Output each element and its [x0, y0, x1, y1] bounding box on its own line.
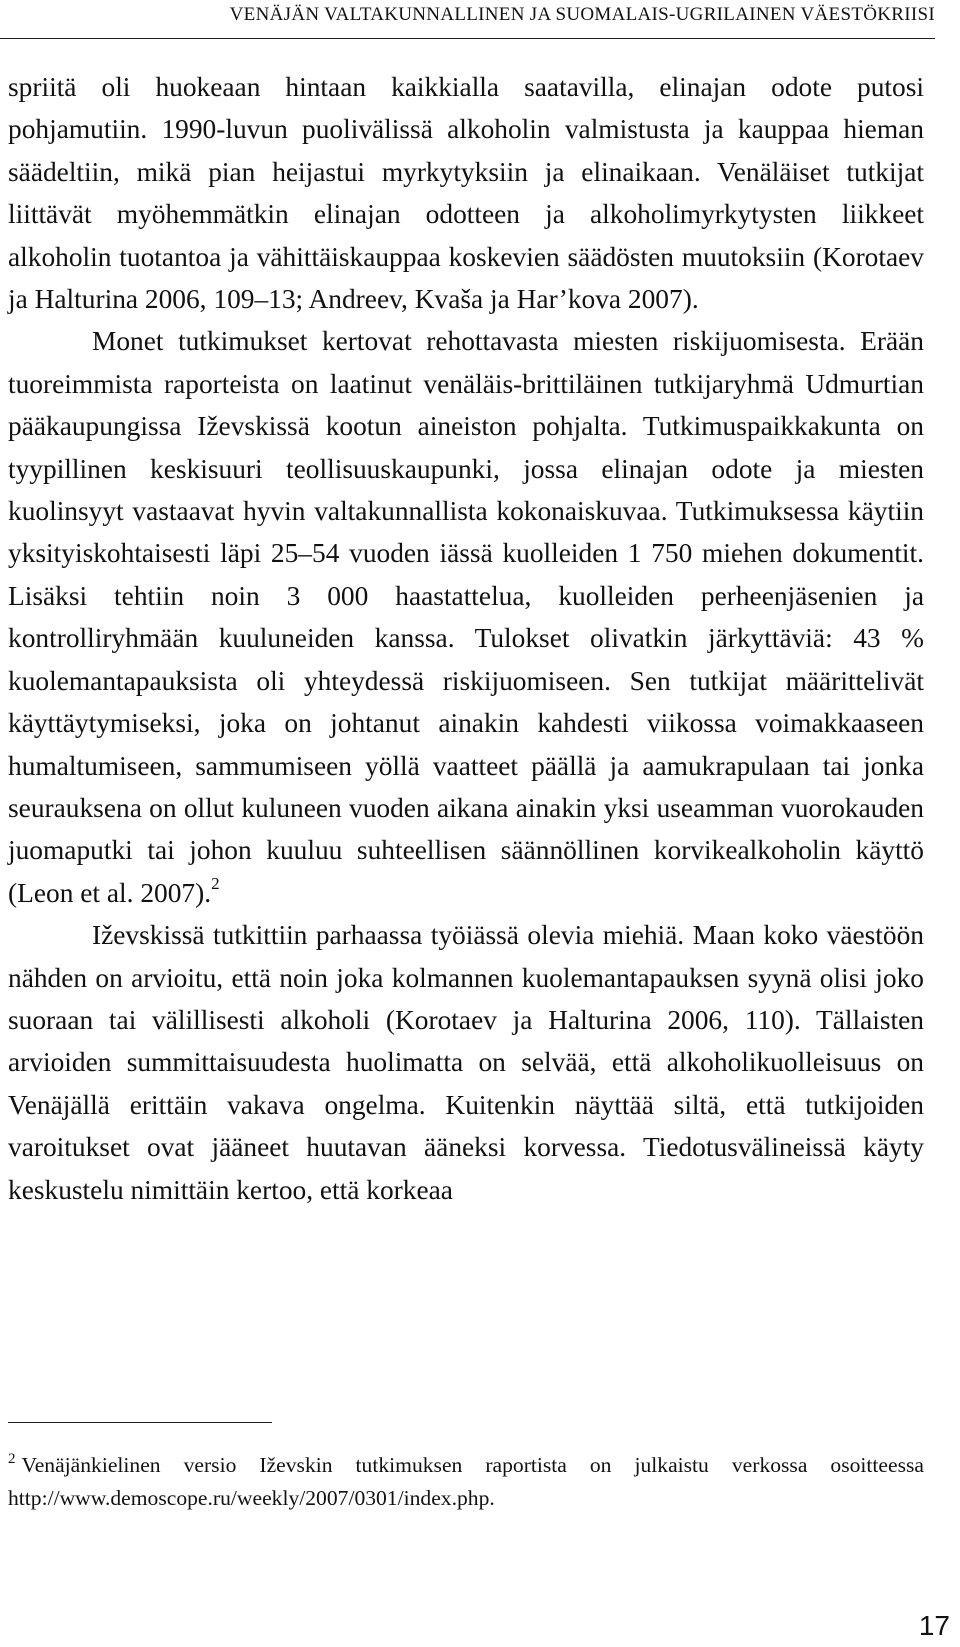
paragraph [8, 914, 924, 1211]
running-header [0, 0, 935, 39]
footnote-divider [8, 1422, 272, 1423]
paragraph-text: Monet tutkimukset kertovat rehottavasta miesten riskijuomisesta. Erään tuoreimmista raporteista on laatinut venäläis-brittiläinen tutkijaryhmä Udmurtian pääkaupungissa Iževskissä kootun aineiston pohjalta. Tutkimuspaikkakunta on tyypillinen keskisuuri teollisuuskaupunki, jossa elinajan odote ja miesten kuolinsyyt vastaavat hyvin valtakunnallista kokonaiskuvaa. Tutkimuksessa käytiin yksityiskohtaisesti läpi 25–54 vuoden iässä kuolleiden 1 750 miehen dokumentit. Lisäksi tehtiin noin 3 000 haastattelua, kuolleiden perheenjäsenien ja kontrolliryhmään kuuluneiden kanssa. Tulokset olivatkin järkyttäviä: 43 % kuolemantapauksista oli yhteydessä riskijuomiseen. Sen tutkijat määrittelivät käyttäytymiseksi, joka on johtanut ainakin kahdesti viikossa voimakkaaseen humaltumiseen, sammumiseen yöllä vaatteet päällä ja aamukrapulaan tai jonka seurauksena on ollut kuluneen vuoden aikana ainakin yksi useamman vuorokauden juomaputki tai johon kuuluu suhteellisen säännöllinen korvikealkoholin käyttö (Leon et al. 2007). [8, 326, 924, 908]
paragraph-text: spriitä oli huokeaan hintaan kaikkialla saatavilla, elinajan odote putosi pohjamutiin. 1990-luvun puolivälissä alkoholin valmistusta ja kauppaa hieman säädeltiin, mikä pian heijastui myrkytyksiin ja elinaikaan. Venäläiset tutkijat liittävät myöhemmätkin elinajan odotteen ja alkoholimyrkytysten liikkeet alkoholin tuotantoa ja vähittäiskauppaa koskevien säädösten muutoksiin (Korotaev ja Halturina 2006, 109–13; Andreev, Kvaša ja Har’kova 2007). [8, 72, 924, 315]
footnote-reference[interactable]: 2 [211, 873, 220, 893]
body-text [8, 66, 924, 1211]
footnote-marker: 2 [8, 1451, 16, 1467]
footnote [8, 1449, 924, 1515]
paragraph [8, 66, 924, 320]
running-title: VENÄJÄN VALTAKUNNALLINEN JA SUOMALAIS-UGRILAINEN VÄESTÖKRIISI [229, 4, 935, 25]
footnotes [8, 1449, 924, 1515]
page-number: 17 [918, 1610, 950, 1641]
paragraph [8, 320, 924, 914]
footnote-text: Venäjänkielinen versio Iževskin tutkimuksen raportista on julkaistu verkossa osoitteessa http://www.demoscope.ru/weekly/2007/0301/index.php. [8, 1453, 924, 1510]
paragraph-text: Iževskissä tutkittiin parhaassa työiässä olevia miehiä. Maan koko väestöön nähden on arvioitu, että noin joka kolmannen kuolemantapauksen syynä olisi joko suoraan tai välillisesti alkoholi (Korotaev ja Halturina 2006, 110). Tällaisten arvioiden summittaisuudesta huolimatta on selvää, että alkoholikuolleisuus on Venäjällä erittäin vakava ongelma. Kuitenkin näyttää siltä, että tutkijoiden varoitukset ovat jääneet huutavan ääneksi korvessa. Tiedotusvälineissä käyty keskustelu nimittäin kertoo, että korkeaa [8, 920, 924, 1205]
